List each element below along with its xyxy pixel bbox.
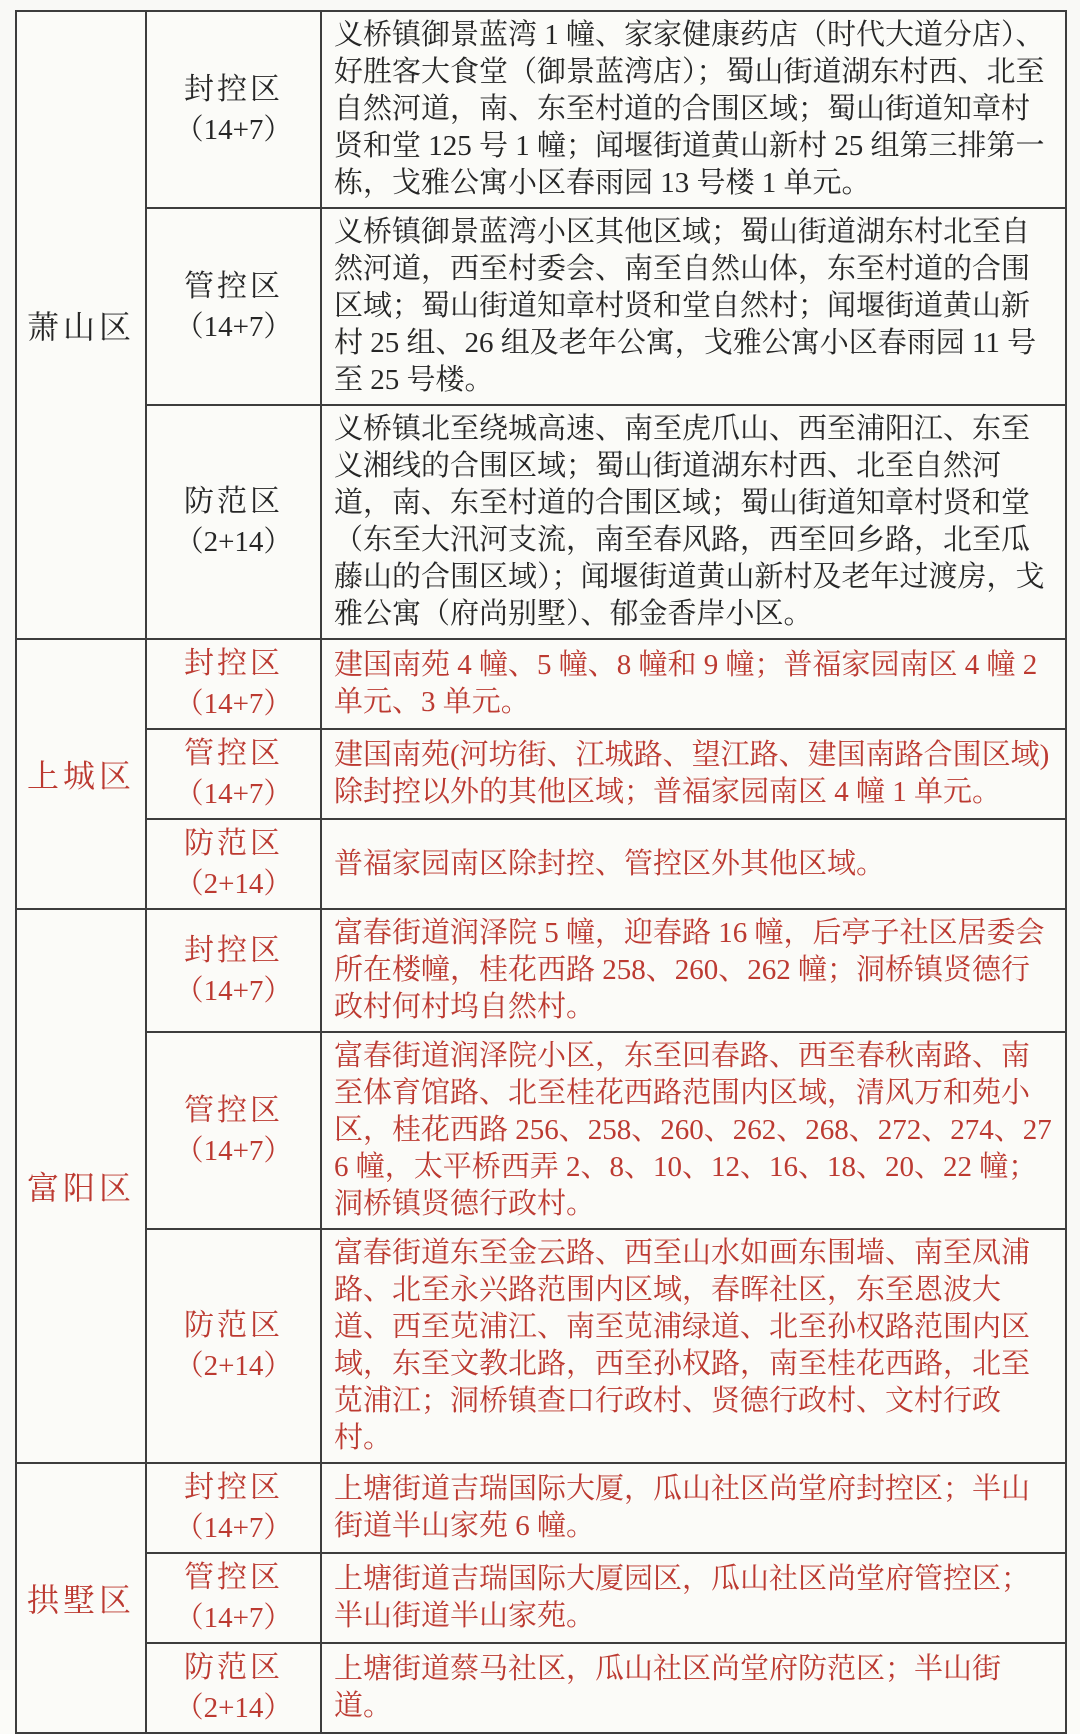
table-row	[16, 405, 1066, 639]
control-zone-table	[15, 10, 1067, 1734]
table-row	[16, 729, 1066, 819]
zone-period-label: （14+7）	[174, 1134, 293, 1167]
zone-name-label: 封控区	[184, 1471, 283, 1504]
description-cell: 建国南苑 4 幢、5 幢、8 幢和 9 幢；普福家园南区 4 幢 2 单元、3 单元。	[321, 639, 1066, 729]
zone-period-label: （14+7）	[174, 974, 293, 1007]
description-cell: 富春街道润泽院 5 幢，迎春路 16 幢，后亭子社区居委会所在楼幢，桂花西路 258、260、262 幢；洞桥镇贤德行政村何村坞自然村。	[321, 909, 1066, 1032]
zone-cell	[146, 405, 321, 639]
zone-period-label: （14+7）	[174, 310, 293, 343]
zone-name-label: 管控区	[184, 737, 283, 770]
zone-cell	[146, 1032, 321, 1229]
zone-name-label: 管控区	[184, 269, 283, 303]
district-cell: 拱墅区	[16, 1463, 146, 1733]
zone-name-label: 封控区	[184, 72, 283, 106]
zone-period-label: （2+14）	[174, 868, 293, 900]
zone-cell	[146, 1643, 321, 1733]
description-cell: 上塘街道吉瑞国际大厦园区，瓜山社区尚堂府管控区；半山街道半山家苑。	[321, 1553, 1066, 1643]
description-cell: 义桥镇御景蓝湾小区其他区域；蜀山街道湖东村北至自然河道，西至村委会、南至自然山体，东至村道的合围区域；蜀山街道知章村贤和堂自然村；闻堰街道黄山新村 25 组、26 组及老年公寓，戈雅公寓小区春雨园 11 号至 25 号楼。	[321, 208, 1066, 405]
table-row	[16, 11, 1066, 208]
zone-cell	[146, 729, 321, 819]
table-row	[16, 208, 1066, 405]
description-cell: 义桥镇北至绕城高速、南至虎爪山、西至浦阳江、东至义湘线的合围区域；蜀山街道湖东村西、北至自然河道，南、东至村道的合围区域；蜀山街道知章村贤和堂（东至大汛河支流，南至春风路，西至回乡路，北至瓜藤山的合围区域）；闻堰街道黄山新村及老年过渡房，戈雅公寓（府尚别墅）、郁金香岸小区。	[321, 405, 1066, 639]
zone-cell	[146, 819, 321, 909]
zone-name-label: 防范区	[184, 485, 283, 518]
district-cell: 富阳区	[16, 909, 146, 1463]
description-cell: 上塘街道吉瑞国际大厦，瓜山社区尚堂府封控区；半山街道半山家苑 6 幢。	[321, 1463, 1066, 1553]
table-row	[16, 1229, 1066, 1463]
zone-name-label: 封控区	[184, 933, 283, 967]
table-row	[16, 639, 1066, 729]
zone-period-label: （2+14）	[174, 1692, 293, 1724]
table-row	[16, 819, 1066, 909]
zone-name-label: 封控区	[184, 647, 283, 680]
table-row	[16, 909, 1066, 1032]
zone-name-label: 防范区	[184, 1651, 283, 1684]
control-zone-table-body	[16, 11, 1066, 1733]
zone-name-label: 防范区	[184, 1309, 283, 1342]
zone-period-label: （14+7）	[174, 688, 293, 720]
zone-cell	[146, 1553, 321, 1643]
table-row	[16, 1463, 1066, 1553]
zone-period-label: （14+7）	[174, 113, 293, 146]
district-cell: 萧山区	[16, 11, 146, 639]
zone-name-label: 防范区	[184, 827, 283, 860]
description-cell: 上塘街道蔡马社区，瓜山社区尚堂府防范区；半山街道。	[321, 1643, 1066, 1733]
zone-cell	[146, 11, 321, 208]
zone-cell	[146, 208, 321, 405]
description-cell: 义桥镇御景蓝湾 1 幢、家家健康药店（时代大道分店）、好胜客大食堂（御景蓝湾店）；蜀山街道湖东村西、北至自然河道，南、东至村道的合围区域；蜀山街道知章村贤和堂 125 号 1 幢；闻堰街道黄山新村 25 组第三排第一栋，戈雅公寓小区春雨园 13 号楼 1 单元。	[321, 11, 1066, 208]
zone-period-label: （14+7）	[174, 1602, 293, 1634]
table-row	[16, 1032, 1066, 1229]
zone-name-label: 管控区	[184, 1093, 283, 1127]
description-cell: 富春街道润泽院小区，东至回春路、西至春秋南路、南至体育馆路、北至桂花西路范围内区域，清风万和苑小区，桂花西路 256、258、260、262、268、272、274、276 幢，太平桥西弄 2、8、10、12、16、18、20、22 幢；洞桥镇贤德行政村。	[321, 1032, 1066, 1229]
zone-cell	[146, 1463, 321, 1553]
description-cell: 富春街道东至金云路、西至山水如画东围墙、南至凤浦路、北至永兴路范围内区域，春晖社区，东至恩波大道、西至苋浦江、南至苋浦绿道、北至孙权路范围内区域，东至文教北路，西至孙权路，南至桂花西路，北至苋浦江；洞桥镇查口行政村、贤德行政村、文村行政村。	[321, 1229, 1066, 1463]
zone-period-label: （14+7）	[174, 1512, 293, 1544]
zone-period-label: （2+14）	[174, 1350, 293, 1382]
table-row	[16, 1643, 1066, 1733]
district-cell: 上城区	[16, 639, 146, 909]
zone-period-label: （14+7）	[174, 778, 293, 810]
zone-period-label: （2+14）	[174, 526, 293, 558]
description-cell: 普福家园南区除封控、管控区外其他区域。	[321, 819, 1066, 909]
description-cell: 建国南苑(河坊街、江城路、望江路、建国南路合围区域)除封控以外的其他区域；普福家园南区 4 幢 1 单元。	[321, 729, 1066, 819]
table-row	[16, 1553, 1066, 1643]
zone-cell	[146, 909, 321, 1032]
zone-cell	[146, 639, 321, 729]
zone-cell	[146, 1229, 321, 1463]
zone-name-label: 管控区	[184, 1561, 283, 1594]
